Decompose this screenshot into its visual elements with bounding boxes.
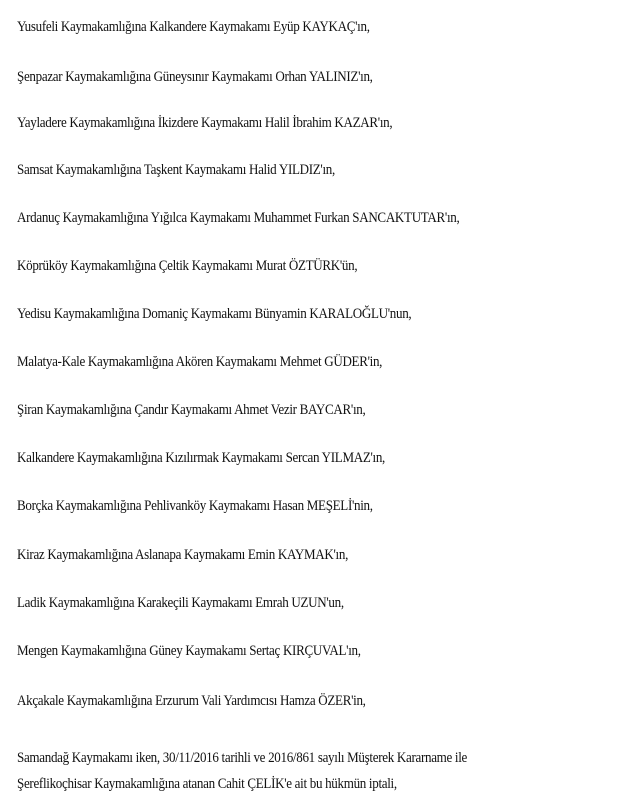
appointment-line: Ardanuç Kaymakamlığına Yığılca Kaymakamı Muhammet Furkan SANCAKTUTAR'ın, (17, 210, 460, 226)
appointment-line: Şenpazar Kaymakamlığına Güneysınır Kaymakamı Orhan YALINIZ'ın, (17, 69, 373, 85)
appointment-line: Yayladere Kaymakamlığına İkizdere Kaymakamı Halil İbrahim KAZAR'ın, (17, 115, 393, 131)
appointment-line: Yedisu Kaymakamlığına Domaniç Kaymakamı Bünyamin KARALOĞLU'nun, (17, 306, 412, 322)
appointment-line: Malatya-Kale Kaymakamlığına Akören Kaymakamı Mehmet GÜDER'in, (17, 354, 383, 370)
appointment-line: Yusufeli Kaymakamlığına Kalkandere Kaymakamı Eyüp KAYKAÇ'ın, (17, 19, 370, 35)
appointment-line: Borçka Kaymakamlığına Pehlivanköy Kaymakamı Hasan MEŞELİ'nin, (17, 498, 373, 514)
annulment-line-1: Samandağ Kaymakamı iken, 30/11/2016 tarihli ve 2016/861 sayılı Müşterek Kararname ile (17, 750, 468, 766)
appointment-line: Mengen Kaymakamlığına Güney Kaymakamı Sertaç KIRÇUVAL'ın, (17, 643, 361, 659)
appointment-line: Kalkandere Kaymakamlığına Kızılırmak Kaymakamı Sercan YILMAZ'ın, (17, 450, 386, 466)
appointment-line: Ladik Kaymakamlığına Karakeçili Kaymakamı Emrah UZUN'un, (17, 595, 344, 611)
appointment-line: Akçakale Kaymakamlığına Erzurum Vali Yardımcısı Hamza ÖZER'in, (17, 693, 366, 709)
appointment-line: Köprüköy Kaymakamlığına Çeltik Kaymakamı Murat ÖZTÜRK'ün, (17, 258, 358, 274)
appointment-line: Şiran Kaymakamlığına Çandır Kaymakamı Ahmet Vezir BAYCAR'ın, (17, 402, 366, 418)
appointment-line: Samsat Kaymakamlığına Taşkent Kaymakamı Halid YILDIZ'ın, (17, 162, 335, 178)
annulment-line-2: Şereflikoçhisar Kaymakamlığına atanan Cahit ÇELİK'e ait bu hükmün iptali, (17, 776, 397, 792)
appointment-line: Kiraz Kaymakamlığına Aslanapa Kaymakamı Emin KAYMAK'ın, (17, 547, 349, 563)
annulment-paragraph (17, 745, 467, 797)
